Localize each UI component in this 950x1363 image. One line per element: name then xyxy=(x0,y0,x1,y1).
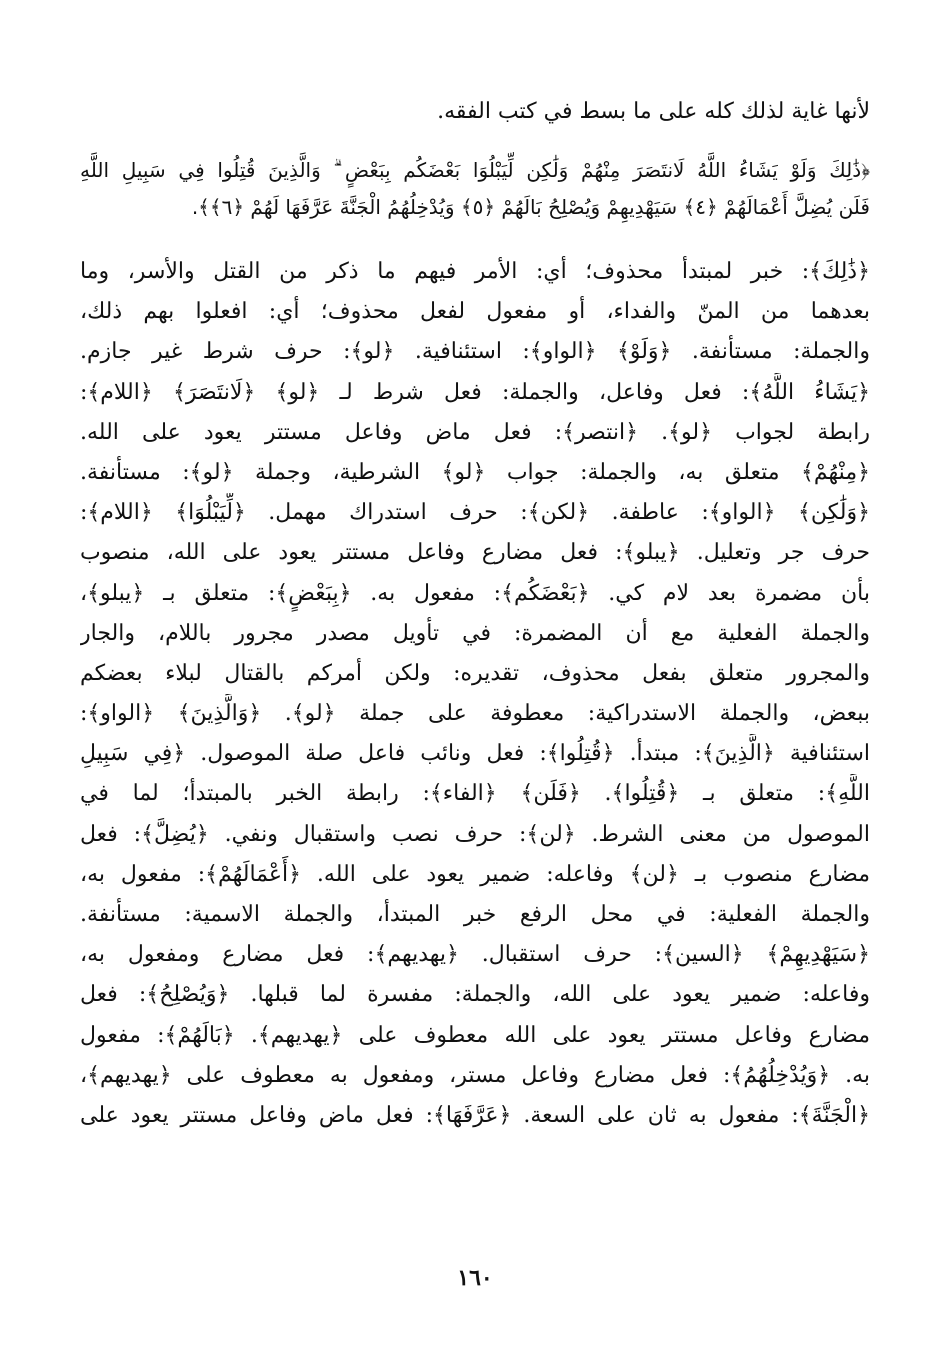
grammatical-commentary xyxy=(80,252,870,1136)
commentary-line: مضارع منصوب بـ ﴿لن﴾ وفاعله: ضمير يعود على الله. ﴿أَعْمَالَهُمْ﴾: مفعول به، xyxy=(80,861,870,887)
commentary-line: ببعض، والجملة الاستدراكية: معطوفة على جملة ﴿لو﴾. ﴿وَالَّذِينَ﴾ ﴿الواو﴾: xyxy=(80,701,870,727)
commentary-line: حرف جر وتعليل. ﴿يبلو﴾: فعل مضارع وفاعل مستتر يعود على الله، منصوب xyxy=(80,540,870,566)
verse-line: فَلَن يُضِلَّ أَعْمَالَهُمْ ﴿٤﴾ سَيَهْدِيهِمْ وَيُصْلِحُ بَالَهُمْ ﴿٥﴾ وَيُدْخِلُهُمُ الْجَنَّةَ عَرَّفَهَا لَهُمْ ﴿٦﴾﴾. xyxy=(191,195,870,219)
commentary-line: والمجرور متعلق بفعل محذوف، تقديره: ولكن أمركم بالقتال لبلاء بعضكم xyxy=(80,660,870,686)
commentary-line: ﴿الْجَنَّةَ﴾: مفعول به ثان على السعة. ﴿عَرَّفَهَا﴾: فعل ماض وفاعل مستتر يعود على xyxy=(80,1102,870,1128)
page-body xyxy=(80,92,870,1136)
commentary-line: والجملة: مستأنفة. ﴿وَلَوْ﴾ ﴿الواو﴾: استئنافية. ﴿لو﴾: حرف شرط غير جازم. xyxy=(80,339,870,365)
commentary-line: ﴿وَلَٰكِن﴾ ﴿الواو﴾: عاطفة. ﴿لكن﴾: حرف استدراك مهمل. ﴿لِّيَبْلُوَا﴾ ﴿اللام﴾: xyxy=(80,500,870,526)
commentary-line: استئنافية ﴿الَّذِينَ﴾: مبتدأ. ﴿قُتِلُوا﴾: فعل ونائب فاعل صلة الموصول. ﴿فِي سَبِيلِ xyxy=(80,741,870,767)
commentary-line: به. ﴿وَيُدْخِلُهُمُ﴾: فعل مضارع وفاعل مستر، ومفعول به معطوف على ﴿يهديهم﴾، xyxy=(80,1062,870,1088)
commentary-line: ﴿سَيَهْدِيهِمْ﴾ ﴿السين﴾: حرف استقبال. ﴿يهديهم﴾: فعل مضارع ومفعول به، xyxy=(80,942,870,968)
commentary-line: رابطة لجواب ﴿لو﴾. ﴿انتصر﴾: فعل ماض وفاعل مستتر يعود على الله. xyxy=(80,419,870,445)
commentary-line: ﴿ذَٰلِكَ﴾: خبر لمبتدأ محذوف؛ أي: الأمر فيهم ما ذكر من القتل والأسر، وما xyxy=(80,259,870,284)
commentary-line: بعدهما من المنّ والفداء، أو مفعول لفعل محذوف؛ أي: افعلوا بهم ذلك، xyxy=(80,299,870,325)
commentary-line: اللَّهِ﴾: متعلق بـ ﴿قُتِلُوا﴾. ﴿فَلَن﴾ ﴿الفاء﴾: رابطة الخبر بالمبتدأ؛ لما في xyxy=(80,781,870,807)
commentary-line: وفاعله: ضمير يعود على الله، والجملة: مفسرة لما قبلها. ﴿وَيُصْلِحُ﴾: فعل xyxy=(80,982,870,1008)
commentary-line: مضارع وفاعل مستتر يعود على الله معطوف على ﴿يهديهم﴾. ﴿بَالَهُمْ﴾: مفعول xyxy=(80,1022,870,1048)
page-number: ١٦٠ xyxy=(457,1265,493,1291)
commentary-line: والجملة الفعلية مع أن المضمرة: في تأويل مصدر مجرور باللام، والجار xyxy=(80,620,870,646)
commentary-line: ﴿يَشَاءُ اللَّهُ﴾: فعل وفاعل، والجملة: فعل شرط لـ ﴿لو﴾ ﴿لَانتَصَرَ﴾ ﴿اللام﴾: xyxy=(80,379,870,405)
intro-line: لأنها غاية لذلك كله على ما بسط في كتب الفقه. xyxy=(437,99,870,124)
commentary-line: والجملة الفعلية: في محل الرفع خبر المبتدأ، والجملة الاسمية: مستأنفة. xyxy=(80,902,870,927)
quran-verse xyxy=(80,152,870,226)
commentary-line: ﴿مِنْهُمْ﴾ متعلق به، والجملة: جواب ﴿لو﴾ الشرطية، وجملة ﴿لو﴾: مستأنفة. xyxy=(80,459,870,485)
commentary-line: بأن مضمرة بعد لام كي. ﴿بَعْضَكُم﴾: مفعول به. ﴿بِبَعْضٍ﴾: متعلق بـ ﴿يبلو﴾، xyxy=(80,580,870,606)
commentary-line: الموصول من معنى الشرط. ﴿لن﴾: حرف نصب واستقبال ونفي. ﴿يُضِلَّ﴾: فعل xyxy=(80,821,870,847)
verse-line: ﴿ذَٰلِكَ وَلَوْ يَشَاءُ اللَّهُ لَانتَصَرَ مِنْهُمْ وَلَٰكِن لِّيَبْلُوَا بَعْضَكُم بِبَعْضٍ ۗ وَالَّذِينَ قُتِلُوا فِي سَبِيلِ اللَّهِ xyxy=(80,158,870,182)
